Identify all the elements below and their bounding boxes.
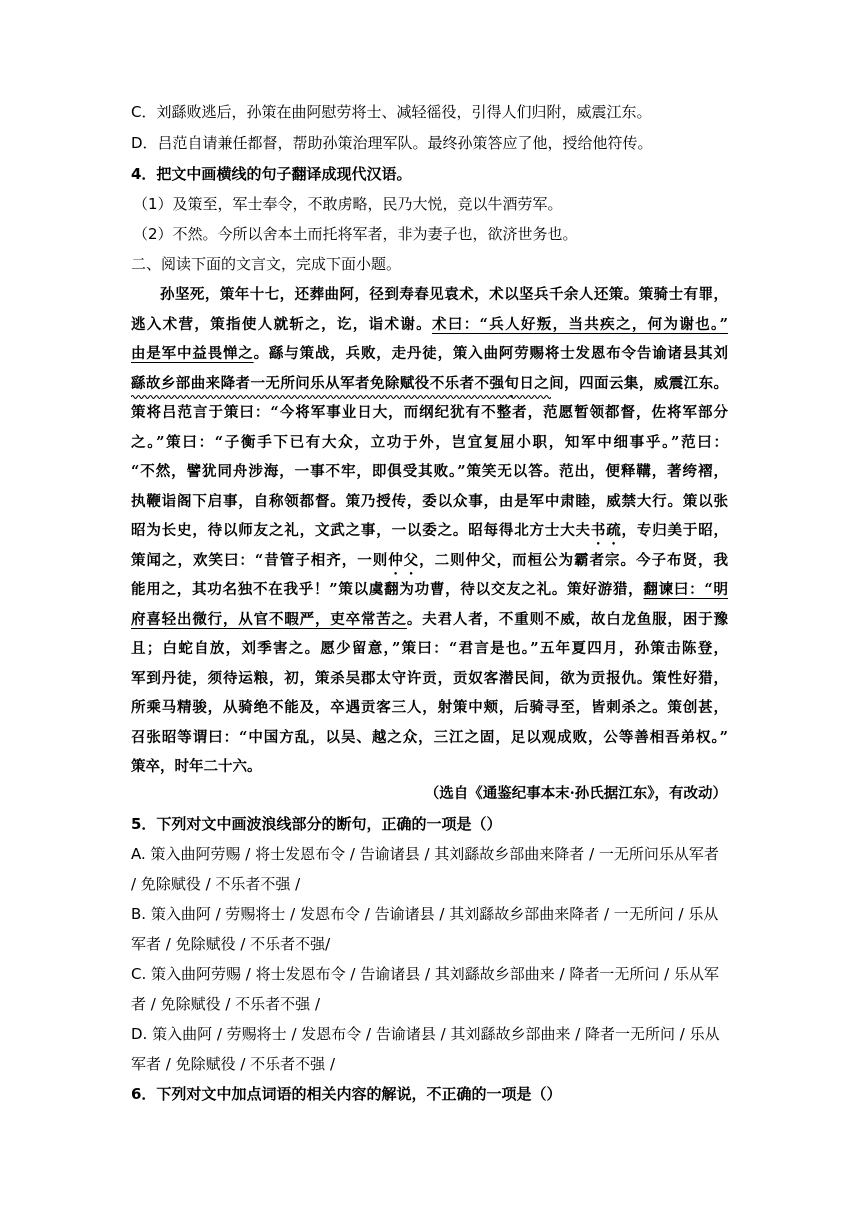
question-5-option-d: D. 策入曲阿 / 劳赐将士 / 发恩布令 / 告谕诸县 / 其刘繇故乡部曲来 / 降者一无所问 / 乐从 [131, 1025, 720, 1043]
dotted-word: 书疏 [590, 522, 622, 539]
passage-line: 昭为长史，待以师友之礼，文武之事，一以委之。昭每得北方士大夫书疏，专归美于昭， [131, 522, 729, 539]
classical-passage [131, 280, 728, 782]
passage-line: 逃入术营，策指使人就斩之，讫，诣术谢。术曰：“兵人好叛，当共疾之，何为谢也。” [131, 315, 728, 333]
question-5-option-c: C. 策入曲阿劳赐 / 将士发恩布令 / 告谕诸县 / 其刘繇故乡部曲来 / 降者一无所问 / 乐从军 [131, 965, 719, 983]
passage-line: 策卒，时年二十六。 [131, 758, 262, 775]
wavy-line-segment: 繇故乡部曲来降者一无所问乐从军者免除赋役不乐者不强 [131, 374, 505, 392]
section-2-heading: 二、阅读下面的文言文，完成下面小题。 [131, 255, 402, 273]
passage-line: 策闻之，欢笑曰：“昔管子相齐，一则仲父，二则仲父，而桓公为霸者宗。今子布贤，我 [131, 551, 728, 569]
question-5-option-b: B. 策入曲阿 / 劳赐将士 / 发恩布令 / 告谕诸县 / 其刘繇故乡部曲来降者 / 一无所问 / 乐从 [131, 905, 719, 923]
option-c-prev: C．刘繇败逃后，孙策在曲阿慰劳将士、减轻徭役，引得人们归附，威震江东。 [131, 103, 652, 121]
passage-line: 府喜轻出微行，从官不暇严，吏卒常苦之。夫君人者，不重则不威，故白龙鱼服，困于豫 [131, 610, 728, 628]
underlined-sentence: 翻谏曰：“明 [643, 581, 729, 598]
dotted-word: 旬 [504, 374, 520, 392]
question-5-stem: 5．下列对文中画波浪线部分的断句，正确的一项是（） [131, 815, 502, 833]
passage-line: 军到丹徒，须待运粮，初，策杀吴郡太守许贡，贡奴客潜民间，欲为贡报仇。策性好猎， [131, 669, 728, 687]
passage-line: 能用之，其功名独不在我乎！”策以虞翻为功曹，待以交友之礼。策好游猎，翻谏曰：“明 [131, 581, 729, 598]
passage-line: 所乘马精骏，从骑绝不能及，卒遇贡客三人，射策中颊，后骑寻至，皆刺杀之。策创甚， [131, 699, 728, 716]
passage-line: 之。”策曰：“子衡手下已有大众，立功于外，岂宜复屈小职，知军中细事乎。”范曰： [131, 433, 728, 451]
question-5-option-d-cont: 军者 / 免除赋役 / 不乐者不强 / [131, 1055, 336, 1073]
passage-line: 召张昭等谓曰：“中国方乱，以吴、越之众，三江之固，足以观成败，公等善相吾弟权。” [131, 728, 728, 746]
underlined-sentence: 府喜轻出微行，从官不暇严，吏卒常苦之 [131, 610, 407, 628]
passage-line: 执鞭诣阁下启事，自称领都督。策乃授传，委以众事，由是军中肃睦，威禁大行。策以张 [131, 492, 728, 510]
passage-line: 且；白蛇自放，刘季害之。愿少留意，”策曰：“君言是也。”五年夏四月，孙策击陈登， [131, 640, 728, 657]
passage-line: 策将吕范言于策曰：“今将军事业日大，而纲纪犹有不整者，范愿暂领都督，佐将军部分 [131, 404, 728, 421]
dotted-word: 仲父 [388, 551, 420, 569]
wavy-underline [131, 393, 551, 401]
question-4-sentence-2: （2）不然。今所以舍本土而托将军者，非为妻子也，欲济世务也。 [133, 225, 578, 243]
option-d-prev: D．吕范自请兼任都督，帮助孙策治理军队。最终孙策答应了他，授给他符传。 [131, 134, 653, 152]
question-4-sentence-1: （1）及策至，军士奉令，不敢虏略，民乃大悦，竞以牛酒劳军。 [133, 195, 563, 213]
question-5-option-a-cont: / 免除赋役 / 不乐者不强 / [131, 875, 301, 893]
underlined-sentence: 由是军中益畏惮之 [131, 345, 254, 362]
passage-source: （选自《通鉴纪事本末·孙氏据江东》，有改动） [424, 785, 727, 802]
passage-line: 由是军中益畏惮之。繇与策战，兵败，走丹徒，策入曲阿劳赐将士发恩布令告谕诸县其刘 [131, 345, 729, 362]
question-5-option-a: A. 策入曲阿劳赐 / 将士发恩布令 / 告谕诸县 / 其刘繇故乡部曲来降者 / 一无所问乐从军者 [131, 845, 719, 863]
passage-line: 孙坚死，策年十七，还葬曲阿，径到寿春见袁术，术以坚兵千余人还策。策骑士有罪， [160, 286, 728, 303]
question-4-stem: 4．把文中画横线的句子翻译成现代汉语。 [131, 165, 412, 183]
passage-line: 繇故乡部曲来降者一无所问乐从军者免除赋役不乐者不强旬日之间，四面云集，威震江东。 [131, 374, 729, 392]
question-5-option-c-cont: 者 / 免除赋役 / 不乐者不强 / [131, 995, 321, 1013]
question-5-option-b-cont: 军者 / 免除赋役 / 不乐者不强/ [131, 935, 331, 953]
underlined-sentence: 术曰：“兵人好叛，当共疾之，何为谢也。” [432, 315, 728, 333]
question-6-stem: 6．下列对文中加点词语的相关内容的解说，不正确的一项是（） [131, 1085, 562, 1103]
passage-line: “不然，譬犹同舟涉海，一事不牢，即俱受其败。”策笑无以答。范出，便释鞲，著绔褶， [131, 463, 728, 480]
